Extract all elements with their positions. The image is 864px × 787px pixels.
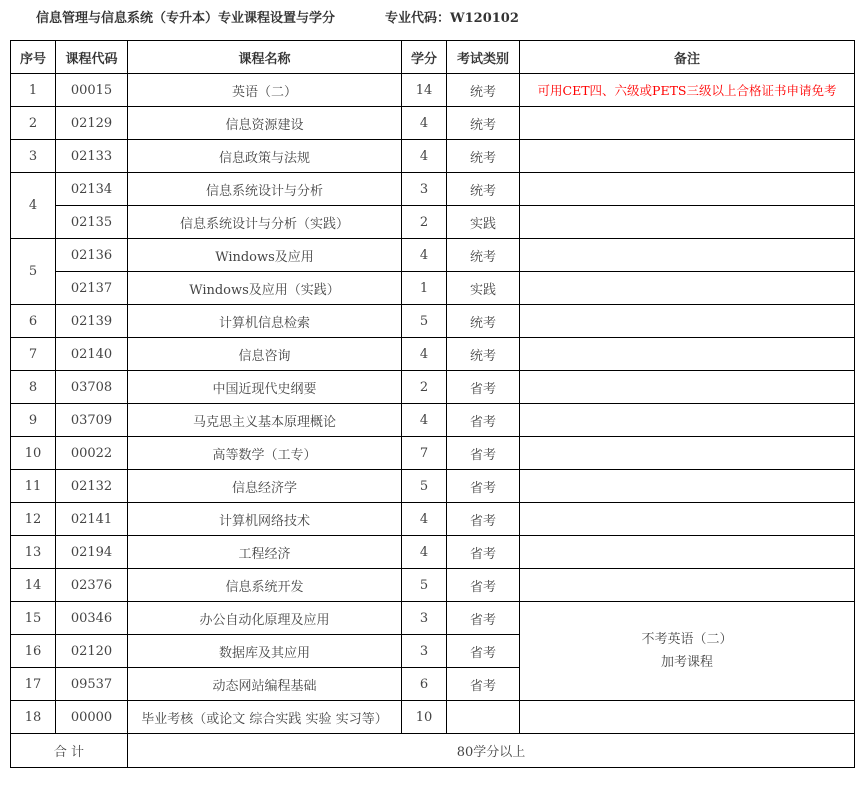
- header-exam: 考试类别: [447, 41, 520, 74]
- course-name: 信息政策与法规: [128, 140, 402, 173]
- row-number: 17: [11, 668, 56, 701]
- course-name: 英语（二）: [128, 74, 402, 107]
- total-value: 80学分以上: [128, 734, 855, 768]
- row-number: 1: [11, 74, 56, 107]
- note-empty: [520, 173, 855, 206]
- exam-type: 统考: [447, 107, 520, 140]
- row-number: 7: [11, 338, 56, 371]
- course-code: 02136: [56, 239, 128, 272]
- course-code: 02140: [56, 338, 128, 371]
- exam-type: 统考: [447, 338, 520, 371]
- course-name: 高等数学（工专）: [128, 437, 402, 470]
- course-credit: 5: [402, 470, 447, 503]
- header-note: 备注: [520, 41, 855, 74]
- table-row: [11, 701, 855, 734]
- note-empty: [520, 206, 855, 239]
- course-body: [11, 74, 855, 768]
- course-credit: 5: [402, 569, 447, 602]
- table-row: [11, 173, 855, 206]
- course-code: 00015: [56, 74, 128, 107]
- course-code: 02120: [56, 635, 128, 668]
- row-number: 14: [11, 569, 56, 602]
- course-credit: 3: [402, 602, 447, 635]
- note-empty: [520, 536, 855, 569]
- course-name: 中国近现代史纲要: [128, 371, 402, 404]
- note-empty: [520, 569, 855, 602]
- table-row: [11, 536, 855, 569]
- row-number: 3: [11, 140, 56, 173]
- note-empty: [520, 404, 855, 437]
- exam-type: 统考: [447, 173, 520, 206]
- row-number: 12: [11, 503, 56, 536]
- table-row: [11, 305, 855, 338]
- course-name: 信息经济学: [128, 470, 402, 503]
- note-empty: [520, 272, 855, 305]
- row-number: 4: [11, 173, 56, 239]
- exam-type: 省考: [447, 470, 520, 503]
- exam-type: 统考: [447, 140, 520, 173]
- course-name: 马克思主义基本原理概论: [128, 404, 402, 437]
- total-row: [11, 734, 855, 768]
- exam-type: 统考: [447, 239, 520, 272]
- exam-type: [447, 701, 520, 734]
- note-empty: [520, 470, 855, 503]
- row-number: 9: [11, 404, 56, 437]
- note-alt-line1: 不考英语（二）: [641, 632, 733, 647]
- total-label: 合 计: [11, 734, 128, 768]
- row-number: 10: [11, 437, 56, 470]
- course-credit: 14: [402, 74, 447, 107]
- course-code: 02139: [56, 305, 128, 338]
- row-number: 5: [11, 239, 56, 305]
- note-empty: [520, 701, 855, 734]
- page-title: 信息管理与信息系统（专升本）专业课程设置与学分: [36, 11, 336, 26]
- table-row: [11, 140, 855, 173]
- note-english-waiver: 可用CET四、六级或PETS三级以上合格证书申请免考: [520, 74, 855, 107]
- table-row: [11, 206, 855, 239]
- note-empty: [520, 140, 855, 173]
- course-name: 数据库及其应用: [128, 635, 402, 668]
- course-code: 03709: [56, 404, 128, 437]
- exam-type: 省考: [447, 503, 520, 536]
- course-credit: 1: [402, 272, 447, 305]
- course-credit: 3: [402, 173, 447, 206]
- course-code: 09537: [56, 668, 128, 701]
- exam-type: 实践: [447, 206, 520, 239]
- course-name: 计算机信息检索: [128, 305, 402, 338]
- table-row: [11, 371, 855, 404]
- note-empty: [520, 437, 855, 470]
- course-name: 信息系统设计与分析: [128, 173, 402, 206]
- note-empty: [520, 107, 855, 140]
- exam-type: 统考: [447, 74, 520, 107]
- exam-type: 省考: [447, 635, 520, 668]
- exam-type: 统考: [447, 305, 520, 338]
- course-credit: 4: [402, 503, 447, 536]
- course-name: 信息咨询: [128, 338, 402, 371]
- course-credit: 4: [402, 338, 447, 371]
- course-credit: 4: [402, 536, 447, 569]
- course-credit: 5: [402, 305, 447, 338]
- table-row: [11, 338, 855, 371]
- note-empty: [520, 371, 855, 404]
- header-row: [11, 41, 855, 74]
- exam-type: 省考: [447, 668, 520, 701]
- course-name: 信息系统设计与分析（实践）: [128, 206, 402, 239]
- course-name: 信息资源建设: [128, 107, 402, 140]
- course-credit: 4: [402, 404, 447, 437]
- major-code: 专业代码：W120102: [385, 11, 519, 26]
- course-name: 工程经济: [128, 536, 402, 569]
- course-code: 02133: [56, 140, 128, 173]
- table-row: [11, 602, 855, 635]
- course-code: 02135: [56, 206, 128, 239]
- course-code: 00000: [56, 701, 128, 734]
- course-code: 03708: [56, 371, 128, 404]
- course-name: Windows及应用（实践）: [128, 272, 402, 305]
- course-name: 动态网站编程基础: [128, 668, 402, 701]
- course-code: 00346: [56, 602, 128, 635]
- table-row: [11, 569, 855, 602]
- header-no: 序号: [11, 41, 56, 74]
- note-alt-line2: 加考课程: [660, 655, 713, 670]
- course-name: 计算机网络技术: [128, 503, 402, 536]
- row-number: 15: [11, 602, 56, 635]
- row-number: 13: [11, 536, 56, 569]
- course-credit: 2: [402, 371, 447, 404]
- table-row: [11, 239, 855, 272]
- table-row: [11, 74, 855, 107]
- course-name: 毕业考核（或论文 综合实践 实验 实习等）: [128, 701, 402, 734]
- table-row: [11, 503, 855, 536]
- header-credit: 学分: [402, 41, 447, 74]
- course-code: 02134: [56, 173, 128, 206]
- course-code: 02376: [56, 569, 128, 602]
- note-empty: [520, 503, 855, 536]
- row-number: 16: [11, 635, 56, 668]
- course-credit: 3: [402, 635, 447, 668]
- course-credit: 4: [402, 140, 447, 173]
- course-code: 00022: [56, 437, 128, 470]
- course-credit: 4: [402, 239, 447, 272]
- exam-type: 省考: [447, 371, 520, 404]
- course-credit: 4: [402, 107, 447, 140]
- page-heading: [36, 7, 519, 26]
- note-empty: [520, 338, 855, 371]
- table-row: [11, 437, 855, 470]
- course-name: 信息系统开发: [128, 569, 402, 602]
- table-row: [11, 404, 855, 437]
- course-code: 02194: [56, 536, 128, 569]
- exam-type: 省考: [447, 569, 520, 602]
- course-name: 办公自动化原理及应用: [128, 602, 402, 635]
- exam-type: 省考: [447, 536, 520, 569]
- exam-type: 省考: [447, 437, 520, 470]
- row-number: 11: [11, 470, 56, 503]
- row-number: 6: [11, 305, 56, 338]
- course-table: [10, 40, 855, 768]
- course-credit: 7: [402, 437, 447, 470]
- course-code: 02129: [56, 107, 128, 140]
- table-row: [11, 272, 855, 305]
- header-name: 课程名称: [128, 41, 402, 74]
- course-code: 02141: [56, 503, 128, 536]
- row-number: 18: [11, 701, 56, 734]
- exam-type: 省考: [447, 404, 520, 437]
- note-alt-courses: [520, 602, 855, 701]
- course-name: Windows及应用: [128, 239, 402, 272]
- course-credit: 2: [402, 206, 447, 239]
- row-number: 8: [11, 371, 56, 404]
- header-code: 课程代码: [56, 41, 128, 74]
- course-credit: 10: [402, 701, 447, 734]
- course-credit: 6: [402, 668, 447, 701]
- row-number: 2: [11, 107, 56, 140]
- note-empty: [520, 305, 855, 338]
- note-empty: [520, 239, 855, 272]
- table-row: [11, 470, 855, 503]
- course-code: 02137: [56, 272, 128, 305]
- table-row: [11, 107, 855, 140]
- exam-type: 省考: [447, 602, 520, 635]
- exam-type: 实践: [447, 272, 520, 305]
- course-code: 02132: [56, 470, 128, 503]
